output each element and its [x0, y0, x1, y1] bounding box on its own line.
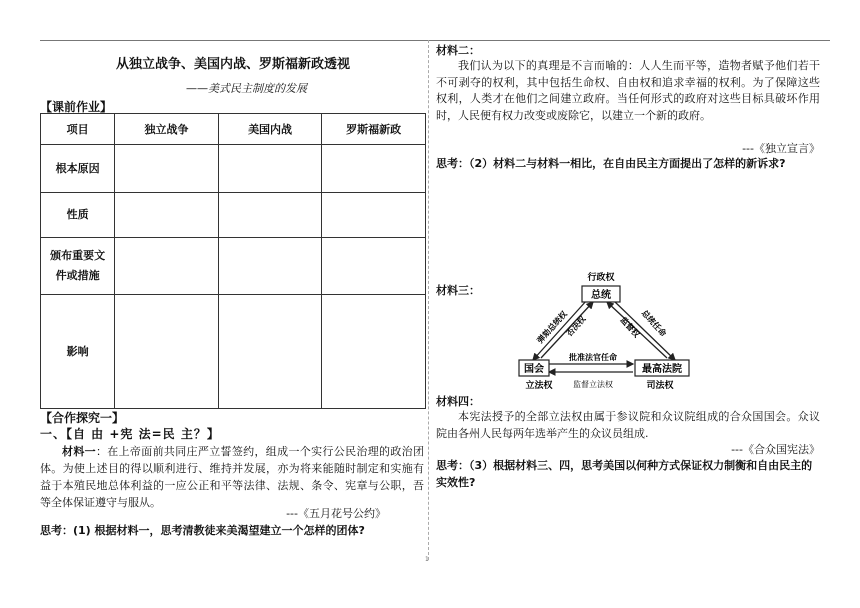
page-subtitle: ——美式民主制度的发展	[186, 82, 307, 95]
table-cell[interactable]	[218, 295, 322, 409]
question-2: 思考：（2）材料二与材料一相比，在自由民主方面提出了怎样的新诉求?	[436, 157, 786, 170]
table-cell[interactable]	[322, 295, 426, 409]
table-cell[interactable]	[115, 193, 219, 238]
material-3-label: 材料三：	[436, 284, 480, 297]
column-divider	[428, 40, 429, 560]
table-cell[interactable]	[322, 145, 426, 193]
material-1-label: 材料一	[62, 445, 96, 458]
section-heading: 一、【自 由 +宪 法=民 主？】	[40, 427, 220, 441]
right-node-label: 最高法院	[642, 364, 682, 375]
table-cell[interactable]	[115, 295, 219, 409]
page-number: 1	[425, 556, 429, 563]
material-4-label: 材料四：	[436, 395, 480, 408]
table-cell[interactable]	[218, 193, 322, 238]
material-4-source: ---《合众国宪法》	[731, 443, 820, 456]
left-power-label: 立法权	[525, 381, 553, 391]
question-3: 思考：（3）根据材料三、四，思考美国以何种方式保证权力制衡和自由民主的实效性?	[436, 459, 813, 489]
material-2-source: ---《独立宣言》	[742, 142, 820, 155]
left-node-label: 国会	[524, 364, 544, 375]
question-1: 思考：(1) 根据材料一，思考清教徒来美渴望建立一个怎样的团体?	[40, 524, 365, 537]
header-rule	[40, 40, 830, 41]
material-2-text: 我们认为以下的真理是不言而喻的：人人生而平等，造物者赋予他们若干不可剥夺的权利，其中包括生命权、自由权和追求幸福的权利。为了保障这些权利，人类才在他们之间建立政府。当任何形式的政府对这些目标具破坏作用时，人民便有权力改变或废除它，以建立一个新的政府。	[436, 59, 820, 122]
table-header: 项目	[41, 114, 115, 145]
material-2-label: 材料二：	[436, 44, 480, 57]
table-cell[interactable]	[322, 238, 426, 295]
edge-label-bottom-top: 批准法官任命	[569, 353, 617, 362]
homework-table	[40, 113, 426, 409]
page-title: 从独立战争、美国内战、罗斯福新政透视	[115, 57, 350, 72]
edge-label-right-outer: 总统任命	[639, 308, 668, 339]
material-1-source: ---《五月花号公约》	[286, 507, 386, 520]
table-cell[interactable]	[218, 145, 322, 193]
row-label: 颁布重要文件或措施	[41, 238, 115, 295]
table-cell[interactable]	[115, 238, 219, 295]
table-header: 美国内战	[218, 114, 322, 145]
table-cell[interactable]	[115, 145, 219, 193]
homework-label: 【课前作业】	[40, 100, 113, 114]
edge-label-left-inner: 否决权	[564, 314, 588, 339]
right-power-label: 司法权	[646, 381, 674, 391]
table-header: 罗斯福新政	[322, 114, 426, 145]
table-header: 独立战争	[115, 114, 219, 145]
checks-and-balances-diagram	[505, 268, 705, 396]
material-1-text: ：在上帝面前共同庄严立誓签约，组成一个实行公民治理的政治团体。为使上述目的得以顺利进行、维持并发展，亦为将来能随时制定和实施有益于本殖民地总体利益的一应公正和平等法律、法规、条令、宪章与公职，吾等全体保证遵守与服从。	[40, 445, 424, 509]
table-row	[41, 145, 426, 193]
row-label: 影响	[41, 295, 115, 409]
material-4-text: 本宪法授予的全部立法权由属于参议院和众议院组成的合众国国会。众议院由各州人民每两年选举产生的众议员组成.	[436, 410, 820, 440]
row-label: 根本原因	[41, 145, 115, 193]
table-cell[interactable]	[218, 238, 322, 295]
material-1	[40, 443, 424, 511]
coop-label: 【合作探究一】	[40, 411, 125, 425]
table-row	[41, 295, 426, 409]
arrow-left-outer	[533, 300, 587, 360]
top-node-label: 总统	[591, 290, 611, 301]
table-row	[41, 193, 426, 238]
table-cell[interactable]	[322, 193, 426, 238]
edge-label-bottom-bottom: 监督立法权	[573, 380, 613, 389]
row-label: 性质	[41, 193, 115, 238]
table-header-row	[41, 114, 426, 145]
edge-label-right-inner: 监督权	[618, 315, 642, 340]
table-row	[41, 238, 426, 295]
top-power-label: 行政权	[587, 273, 615, 283]
edge-label-left-outer: 弹劾总统权	[535, 309, 569, 346]
